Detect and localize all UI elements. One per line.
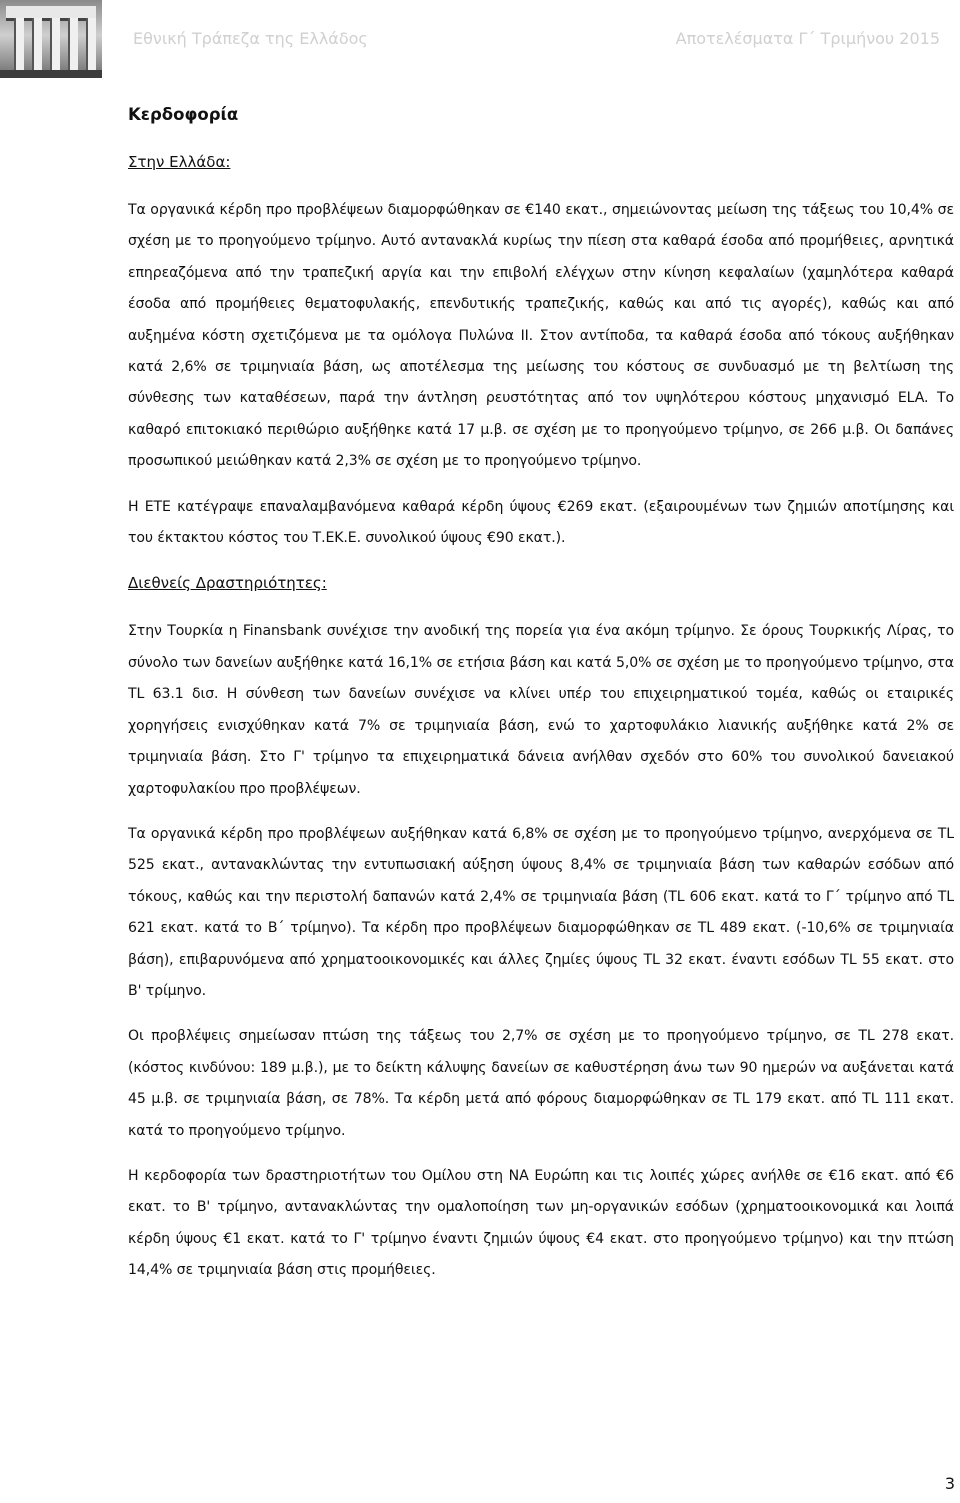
international-paragraph-4: Η κερδοφορία των δραστηριοτήτων του Ομίλου στη ΝΑ Ευρώπη και τις λοιπές χώρες ανήλθε σε €16 εκατ. από €6 εκατ. το Β' τρίμηνο, αντανακλώντας την ομαλοποίηση των μη-οργανικών εσόδων (χρηματοοικονομικά και λοιπά κέρδη ύψους €1 εκατ. κατά το Γ' τρίμηνο έναντι ζημιών ύψους €4 εκατ. στο προηγούμενο τρίμηνο) και την πτώση 14,4% σε τριμηνιαία βάση στις προμήθειες. bbox=[128, 1167, 954, 1279]
logo-column bbox=[86, 18, 96, 70]
logo-column bbox=[32, 18, 42, 70]
international-paragraph-1: Στην Τουρκία η Finansbank συνέχισε την ανοδική της πορεία για ένα ακόμη τρίμηνο. Σε όρους Τουρκικής Λίρας, το σύνολο των δανείων αυξήθηκε κατά 16,1% σε ετήσια βάση και κατά 5,0% σε σχέση με το προηγούμενο τρίμηνο, στα TL 63.1 δισ. Η σύνθεση των δανείων συνέχισε να κλίνει υπέρ του επιχειρηματικού τομέα, καθώς οι εταιρικές χορηγήσεις ενισχύθηκαν κατά 7% σε τριμηνιαία βάση, ενώ το χαρτοφυλάκιο λιανικής αυξήθηκε κατά 2% σε τριμηνιαία βάση. Στο Γ' τρίμηνο τα επιχειρηματικά δάνεια ανήλθαν σχεδόν στο 60% του συνολικού δανειακού χαρτοφυλακίου προ προβλέψεων. bbox=[128, 623, 954, 797]
logo-column bbox=[50, 18, 60, 70]
page-number: 3 bbox=[944, 1474, 955, 1493]
page-header bbox=[0, 0, 960, 80]
greece-paragraph-2: Η ΕΤΕ κατέγραψε επαναλαμβανόμενα καθαρά κέρδη ύψους €269 εκατ. (εξαιρουμένων των ζημιών αποτίμησης και του έκτακτου κόστος του Τ.ΕΚ.Ε. συνολικού ύψους €90 εκατ.). bbox=[128, 498, 954, 547]
greece-paragraph-1: Τα οργανικά κέρδη προ προβλέψεων διαμορφώθηκαν σε €140 εκατ., σημειώνοντας μείωση της τάξεως του 10,4% σε σχέση με το προηγούμενο τρίμηνο. Αυτό αντανακλά κυρίως την πίεση στα καθαρά έσοδα από προμήθειες, αρνητικά επηρεαζόμενα από την τραπεζική αργία και την επιβολή ελέγχων στην κίνηση κεφαλαίων (χαμηλότερα καθαρά έσοδα από προμήθειες θεματοφυλακής, επενδυτικής τραπεζικής, καθώς και από τις αγορές), καθώς και από αυξημένα κόστη σχετιζόμενα με τα ομόλογα Πυλώνα ΙΙ. Στον αντίποδα, τα καθαρά έσοδα από τόκους αυξήθηκαν κατά 2,6% σε τριμηνιαία βάση, ως αποτέλεσμα της μείωσης του κόστους σε συνδυασμό με τη βελτίωση της σύνθεσης των καταθέσεων, παρά την άντληση ρευστότητας από τον υψηλότερου κόστους μηχανισμό ELA. Το καθαρό επιτοκιακό περιθώριο αυξήθηκε κατά 17 μ.β. σε σχέση με το προηγούμενο τρίμηνο, σε 266 μ.β. Οι δαπάνες προσωπικού μειώθηκαν κατά 2,3% σε σχέση με το προηγούμενο τρίμηνο. bbox=[128, 202, 954, 470]
international-heading: Διεθνείς Δραστηριότητες: bbox=[128, 574, 327, 593]
greece-heading: Στην Ελλάδα: bbox=[128, 153, 231, 171]
bank-building-logo bbox=[0, 0, 102, 78]
document-body bbox=[128, 100, 954, 1301]
logo-column bbox=[68, 18, 78, 70]
header-bank-name: Εθνική Τράπεζα της Ελλάδος bbox=[133, 29, 368, 48]
section-title: Κερδοφορία bbox=[128, 105, 239, 124]
logo-base bbox=[0, 70, 102, 78]
international-paragraph-3: Οι προβλέψεις σημείωσαν πτώση της τάξεως του 2,7% σε σχέση με το προηγούμενο τρίμηνο, σε TL 278 εκατ. (κόστος κινδύνου: 189 μ.β.), με το δείκτη κάλυψης δανείων σε καθυστέρηση άνω των 90 ημερών να αυξάνεται κατά 45 μ.β. σε τριμηνιαία βάση, σε 78%. Τα κέρδη μετά από φόρους διαμορφώθηκαν σε TL 179 εκατ. από TL 111 εκατ. κατά το προηγούμενο τρίμηνο. bbox=[128, 1028, 954, 1139]
international-paragraph-2: Τα οργανικά κέρδη προ προβλέψεων αυξήθηκαν κατά 6,8% σε σχέση με το προηγούμενο τρίμηνο, ανερχόμενα σε TL 525 εκατ., αντανακλώντας την εντυπωσιακή αύξηση ύψους 8,4% σε τριμηνιαία βάση των καθαρών εσόδων από τόκους, καθώς και την περιστολή δαπανών κατά 2,4% σε τριμηνιαία βάση (TL 606 εκατ. κατά το Γ΄ τρίμηνο από TL 621 εκατ. κατά το Β΄ τρίμηνο). Τα κέρδη προ προβλέψεων διαμορφώθηκαν σε TL 489 εκατ. (-10,6% σε τριμηνιαία βάση), επιβαρυνόμενα από χρηματοοικονομικές και άλλες ζημίες ύψους TL 32 εκατ. έναντι εσόδων TL 55 εκατ. στο Β' τρίμηνο. bbox=[128, 825, 954, 999]
header-report-title: Αποτελέσματα Γ΄ Τριμήνου 2015 bbox=[675, 29, 940, 48]
logo-column bbox=[14, 18, 24, 70]
